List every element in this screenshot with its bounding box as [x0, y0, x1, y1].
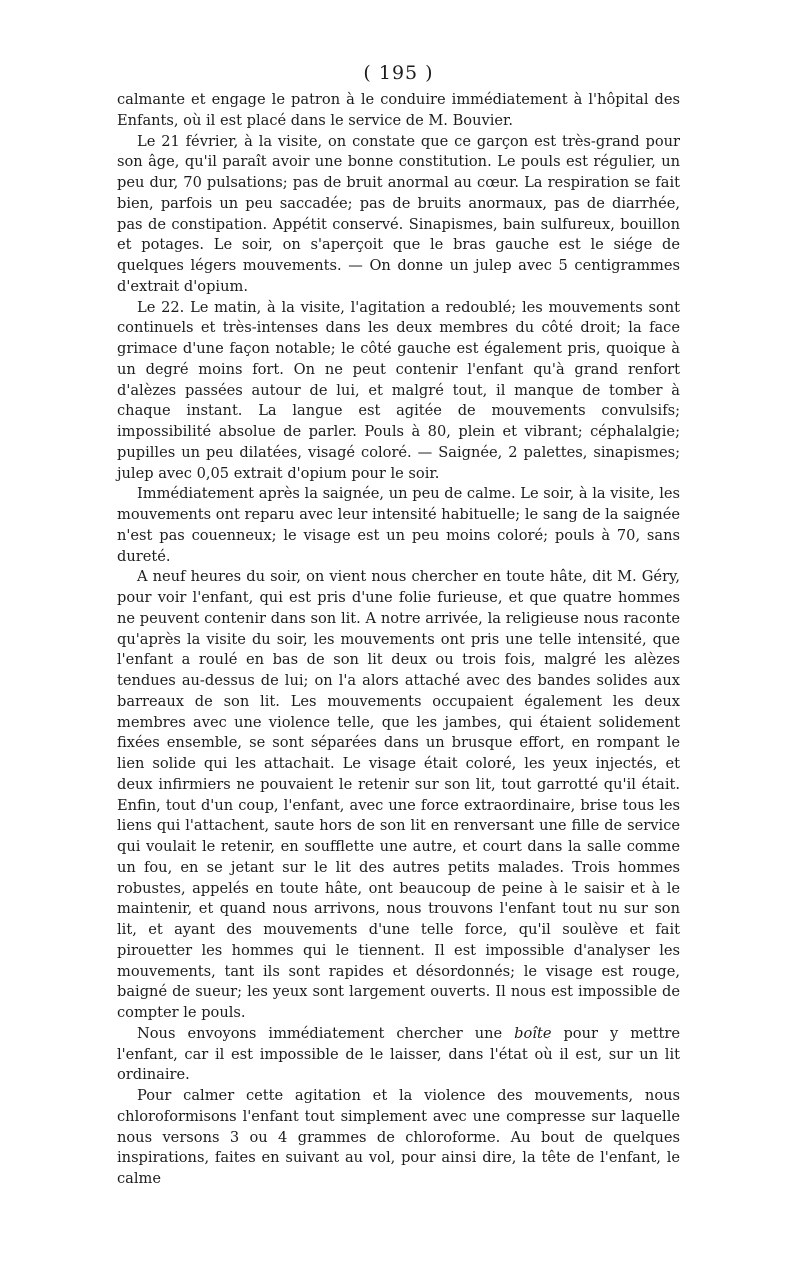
body-text — [117, 90, 680, 1190]
paragraph-le-22: Le 22. Le matin, à la visite, l'agitation a redoublé; les mouvements sont continuels et très-intenses dans les deux membres du côté droit; la face grimace d'une façon notable; le côté gauche est également pris, quoique à un degré moins fort. On ne peut contenir l'enfant qu'à grand renfort d'alèzes passées autour de lui, et malgré tout, il manque de tomber à chaque instant. La langue est agitée de mouvements convulsifs; impossibilité absolue de parler. Pouls à 80, plein et vibrant; céphalalgie; pupilles un peu dilatées, visagé coloré. — Saignée, 2 palettes, sinapismes; julep avec 0,05 extrait d'opium pour le soir. — [117, 298, 680, 482]
paragraph-21-fevrier: Le 21 février, à la visite, on constate que ce garçon est très-grand pour son âge, qu'il paraît avoir une bonne constitution. Le pouls est régulier, un peu dur, 70 pulsations; pas de bruit anormal au cœur. La respiration se fait bien, parfois un peu saccadée; pas de bruits anormaux, pas de diarrhée, pas de constipation. Appétit conservé. Sinapismes, bain sulfureux, bouillon et potages. Le soir, on s'aperçoit que le bras gauche est le siége de quelques légers mouvements. — On donne un julep avec 5 centigrammes d'extrait d'opium. — [117, 132, 680, 295]
paragraph-boite-after: pour y mettre l'enfant, car il est impossible de le laisser, dans l'état où il est, sur un lit ordinaire. — [117, 1024, 681, 1084]
page-number: ( 195 ) — [363, 62, 434, 84]
paragraph-boite-emphasis: boîte — [514, 1024, 552, 1042]
paragraph-boite-before: Nous envoyons immédiatement chercher une — [137, 1024, 515, 1042]
paragraph-boite — [117, 1024, 680, 1086]
paragraph-apres-saignee: Immédiatement après la saignée, un peu de calme. Le soir, à la visite, les mouvements ont reparu avec leur intensité habituelle; le sang de la saignée n'est pas couenneux; le visage est un peu moins coloré; pouls à 70, sans dureté. — [117, 485, 680, 565]
paragraph-chloroforme: Pour calmer cette agitation et la violence des mouvements, nous chloroformisons l'enfant tout simplement avec une compresse sur laquelle nous versons 3 ou 4 grammes de chloroforme. Au bout de quelques inspirations, faites en suivant au vol, pour ainsi dire, la tête de l'enfant, le calme — [117, 1087, 680, 1187]
document-page — [117, 60, 680, 1190]
paragraph-neuf-heures: A neuf heures du soir, on vient nous chercher en toute hâte, dit M. Géry, pour voir l'enfant, qui est pris d'une folie furieuse, et que quatre hommes ne peuvent contenir dans son lit. A notre arrivée, la religieuse nous raconte qu'après la visite du soir, les mouvements ont pris une telle intensité, que l'enfant a roulé en bas de son lit deux ou trois fois, malgré les alèzes tendues au-dessus de lui; on l'a alors attaché avec des bandes solides aux barreaux de son lit. Les mouvements occupaient également les deux membres avec une violence telle, que les jambes, qui étaient solidement fixées ensemble, se sont séparées dans un brusque effort, en rompant le lien solide qui les attachait. Le visage était coloré, les yeux injectés, et deux infirmiers ne pouvaient le retenir sur son lit, tout garrotté qu'il était. Enfin, tout d'un coup, l'enfant, avec une force extraordinaire, brise tous les liens qui l'attachent, saute hors de son lit en renversant une fille de service qui voulait le retenir, en soufflette une autre, et court dans la salle comme un fou, en se jetant sur le lit des autres petits malades. Trois hommes robustes, appelés en toute hâte, ont beaucoup de peine à le saisir et à le maintenir, et quand nous arrivons, nous trouvons l'enfant tout nu sur son lit, et ayant des mouvements d'une telle force, qu'il soulève et fait pirouetter les hommes qui le tiennent. Il est impossible d'analyser les mouvements, tant ils sont rapides et désordonnés; le visage est rouge, baigné de sueur; les yeux sont largement ouverts. Il nous est impossible de compter le pouls. — [117, 568, 680, 1021]
paragraph-continuation: calmante et engage le patron à le conduire immédiatement à l'hôpital des Enfants, où il est placé dans le service de M. Bouvier. — [117, 91, 680, 129]
